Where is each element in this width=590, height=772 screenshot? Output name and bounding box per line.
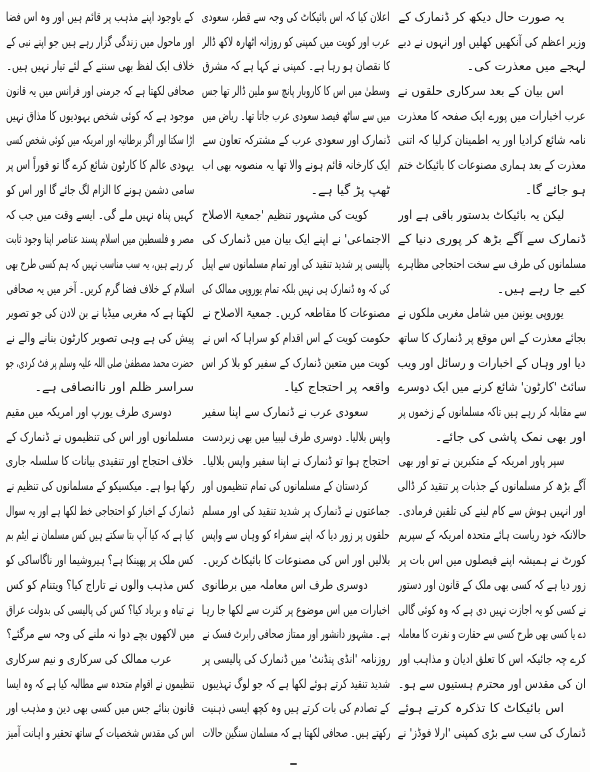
- line-text: ان کی مقدس اور محترم ہستیوں سے ہو۔: [398, 675, 586, 691]
- line-text: کردستان کے مسلمانوں کی تمام تنظیموں اور: [202, 478, 368, 494]
- paragraph: [398, 79, 586, 202]
- line-text: پالیسی پر شدید تنقید کی اور تمام مسلمانوں سے اپیل: [202, 255, 390, 271]
- line-text: عرب اخبارات میں پورے ایک صفحہ کا معذرت: [398, 107, 586, 123]
- line-text: کویت کی مشہور تنظیم 'جمعیۃ الاصلاح: [202, 206, 368, 222]
- text-line: [6, 696, 194, 721]
- text-line: [6, 499, 194, 524]
- text-line: [6, 598, 194, 623]
- line-text: سائٹ 'کارٹون' شائع کرنے میں ایک دوسرے: [398, 379, 586, 395]
- line-text: بلالیں اور اس کی مصنوعات کا بائیکاٹ کریں۔: [202, 552, 390, 568]
- text-line: [6, 622, 194, 647]
- middle-text-column: [202, 5, 390, 755]
- line-text: ہے۔ مشہور دانشور اور ممتاز صحافی رابرٹ فسک نے: [202, 626, 390, 642]
- line-text: اس بیان کے بعد سرکاری حلقوں نے: [398, 83, 564, 99]
- line-text: حکومت کویت کے اس اقدام کو سراہا کہ اس نے: [202, 329, 390, 345]
- line-text: اس کی مقدس شخصیات کے ساتھ تحقیر و اہانت آمیز: [6, 724, 194, 740]
- text-line: [202, 128, 390, 153]
- line-text: کرے چہ جائیکہ اس کا تعلق ادیان و مذاہب اور: [398, 650, 586, 666]
- line-text: کے باوجود اپنے مذہب پر قائم ہیں اور وہ اس فضا: [6, 9, 194, 24]
- line-text: کیے جا رہے ہیں۔: [496, 280, 586, 296]
- paragraph: [202, 400, 390, 474]
- line-text: لکھتا ہے کہ مغربی میڈیا نے بن لادن کی جو تصویر: [6, 305, 194, 321]
- text-line: [398, 400, 586, 425]
- line-text: حالانکہ خود ریاست ہائے متحدہ امریکہ کے سپریم: [398, 527, 586, 543]
- text-line: [202, 375, 390, 400]
- text-line: [6, 30, 194, 55]
- text-line: [6, 203, 194, 228]
- text-line: [202, 252, 390, 277]
- line-text: یہ صورت حال دیکھ کر ڈنمارک کے: [398, 9, 564, 24]
- line-text: صحافی لکھتا ہے کہ جرمنی اور فرانس میں یہ قانون: [6, 83, 194, 99]
- paragraph: [202, 5, 390, 203]
- line-text: موجود ہے کہ کوئی شخص یہودیوں کا مذاق نہیں: [6, 107, 194, 123]
- line-text: تنظیموں نے اقوام متحدہ سے مطالبہ کیا ہے کہ وہ ایسا: [6, 675, 194, 691]
- line-text: کویت میں متعین ڈنمارک کے سفیر کو بلا کر اس: [202, 354, 390, 370]
- line-text: بجائے معذرت کے اس موقع پر ڈنمارک کا ساتھ: [398, 329, 586, 345]
- line-text: اور انہیں ہوش سے کام لینے کی تلقین فرمادی۔: [398, 502, 586, 518]
- text-line: [398, 375, 586, 400]
- line-text: مصر و فلسطین میں اسلام پسند عناصر اپنا وجود ثابت: [6, 231, 194, 247]
- text-line: [6, 449, 194, 474]
- right-text-column: [398, 5, 586, 755]
- text-line: [6, 573, 194, 598]
- line-text: حضرت محمد مصطفیٰ صلی اللہ علیہ وسلم پر فٹ کردی، جو: [6, 354, 194, 370]
- line-text: دے یا کسی بھی طرح کسی سے حقارت و نفرت کا معاملہ: [398, 626, 586, 642]
- text-line: [6, 104, 194, 129]
- text-line: [202, 400, 390, 425]
- line-text: ٹھپ پڑ گیا ہے۔: [310, 181, 390, 197]
- line-text: اخبارات میں اس موضوع پر کثرت سے لکھا جا رہا: [202, 601, 390, 617]
- line-text: دیا اور وہاں کے اخبارات و رسائل اور ویب: [398, 354, 586, 370]
- text-line: [398, 30, 586, 55]
- line-text: اعلان کیا کہ اس بائیکاٹ کی وجہ سے قطر، سعودی: [202, 9, 390, 24]
- line-text: شدید تنقید کرتے ہوئے لکھا ہے کہ جو لوگ تہذیبوں: [202, 675, 390, 691]
- line-text: اس بائیکاٹ کا تذکرہ کرتے ہوئے: [398, 700, 564, 716]
- line-text: آگے بڑھ کر مسلمانوں کے جذبات پر تنقید کر ڈالی: [398, 478, 586, 494]
- line-text: ہو جائے گا۔: [524, 181, 586, 197]
- text-line: [202, 277, 390, 302]
- line-text: مسلمانوں اور اس کی تنظیموں نے ڈنمارک کے: [6, 428, 194, 444]
- text-line: [6, 128, 194, 153]
- text-line: [6, 79, 194, 104]
- text-line: [202, 523, 390, 548]
- paragraph: [6, 400, 194, 647]
- line-text: یوروپی یونین میں شامل مغربی ملکوں نے: [398, 305, 564, 321]
- text-line: [6, 178, 194, 203]
- text-line: [6, 721, 194, 746]
- text-line: [398, 721, 586, 746]
- line-text: احتجاج ہوا تو ڈنمارک نے اپنا سفیر واپس بلالیا۔: [202, 453, 390, 469]
- text-line: [398, 647, 586, 672]
- text-line: [202, 548, 390, 573]
- line-text: دوسری طرف یورپ اور امریکہ میں مقیم: [6, 404, 172, 419]
- line-text: خلاف احتجاج اور تنقیدی بیانات کا سلسلہ جاری: [6, 453, 194, 469]
- text-line: [202, 449, 390, 474]
- line-text: کہیں پناہ نہیں ملے گی۔ ایسے وقت میں جب کہ: [6, 206, 194, 222]
- text-line: [6, 5, 194, 30]
- paragraph: [398, 203, 586, 302]
- line-text: سعودی عرب نے ڈنمارک سے اپنا سفیر: [202, 404, 368, 419]
- line-text: عرب اور کویت میں کمپنی کو روزانہ اٹھارہ لاکھ ڈالر: [202, 33, 390, 49]
- text-line: [398, 548, 586, 573]
- text-line: [6, 227, 194, 252]
- line-text: سراسر ظلم اور ناانصافی ہے۔: [34, 379, 194, 395]
- line-text: مسلمانوں کی طرف سے سخت احتجاجی مظاہرے: [398, 255, 586, 271]
- text-line: [202, 351, 390, 376]
- text-line: [202, 499, 390, 524]
- text-line: [398, 449, 586, 474]
- line-text: عرب ممالک کی سرکاری و نیم سرکاری: [6, 650, 172, 666]
- text-line: [398, 523, 586, 548]
- text-line: [6, 153, 194, 178]
- line-text: رکھا ہوا ہے۔ میکسیکو کے مسلمانوں کی تنظیم نے: [6, 478, 194, 494]
- text-line: [6, 54, 194, 79]
- text-line: [398, 128, 586, 153]
- line-text: اڑا سکتا اور اگر برطانیہ اور امریکہ میں کوئی شخص کسی: [6, 132, 194, 148]
- paragraph: [398, 5, 586, 79]
- text-line: [202, 203, 390, 228]
- text-line: [6, 301, 194, 326]
- text-line: [6, 647, 194, 672]
- line-text: جماعتوں نے ڈنمارک پر شدید تنقید کی اور مسلم: [202, 502, 390, 518]
- line-text: اور بھی نمک پاشی کی جائے۔: [434, 428, 586, 444]
- line-text: کے تصادم کی بات کرتے ہیں وہ کچھ ایسی ذہنیت: [202, 700, 390, 716]
- line-text: ڈنمارک سے آگے بڑھ کر پوری دنیا کے: [398, 231, 586, 247]
- text-line: [398, 474, 586, 499]
- line-text: ایک کارخانہ قائم ہونے والا تھا یہ منصوبہ بھی اب: [202, 157, 390, 173]
- text-line: [398, 326, 586, 351]
- line-text: اسلام کے خلاف فضا گرم کریں۔ آخر میں یہ صحافی: [6, 280, 194, 296]
- line-text: لیکن یہ بائیکاٹ بدستور باقی ہے اور: [398, 206, 564, 222]
- line-text: معذرت کے بعد ہماری مصنوعات کا بائیکاٹ ختم: [398, 157, 586, 173]
- paragraph: [202, 573, 390, 746]
- line-text: سے مقابلہ کر رہے ہیں تاکہ مسلمانوں کے زخموں پر: [398, 404, 586, 419]
- text-line: [398, 79, 586, 104]
- text-line: [398, 227, 586, 252]
- line-text: ڈنمارک کے اخبار کو احتجاجی خط لکھا ہے اور یہ سوال: [6, 502, 194, 518]
- text-line: [202, 30, 390, 55]
- paragraph: [398, 301, 586, 449]
- text-line: [202, 425, 390, 450]
- paragraph: [202, 203, 390, 401]
- line-text: سپر پاور امریکہ کے متکبرین نے تو اور بھی: [398, 453, 564, 469]
- text-line: [398, 203, 586, 228]
- text-line: [202, 54, 390, 79]
- line-text: کیا ہے کہ کیا آپ بتا سکتے ہیں کس مسلمان نے ایٹم بم: [6, 527, 194, 543]
- text-line: [6, 277, 194, 302]
- text-line: [202, 104, 390, 129]
- text-line: [6, 351, 194, 376]
- text-line: [6, 672, 194, 697]
- text-line: [202, 598, 390, 623]
- text-line: [202, 178, 390, 203]
- text-line: [6, 474, 194, 499]
- line-text: نے تباہ و برباد کیا؟ کس کی پالیسی کی بدولت عراق: [6, 601, 194, 617]
- text-line: [398, 499, 586, 524]
- line-text: زور دیا ہے کہ کسی بھی ملک کے قانون اور دستور: [398, 576, 586, 592]
- text-line: [6, 252, 194, 277]
- text-line: [398, 178, 586, 203]
- line-text: مصنوعات کا مقاطعہ کریں۔ جمعیۃ الاصلاح نے: [202, 305, 390, 321]
- text-line: [398, 425, 586, 450]
- paragraph: [202, 474, 390, 573]
- text-line: [202, 5, 390, 30]
- line-text: الاجتماعی' نے اپنے ایک بیان میں ڈنمارک کی: [202, 231, 390, 247]
- paragraph: [398, 449, 586, 696]
- line-text: لہجے میں معذرت کی۔: [466, 58, 586, 74]
- text-line: [398, 573, 586, 598]
- text-line: [6, 425, 194, 450]
- line-text: کس مذہب والوں نے تاراج کیا؟ ویتنام کو کس: [6, 576, 194, 592]
- text-line: [202, 573, 390, 598]
- text-line: [202, 672, 390, 697]
- line-text: نامہ شائع کرادیا اور یہ اطمینان کرلیا کہ اتنی: [398, 132, 586, 148]
- text-line: [202, 79, 390, 104]
- line-text: کس ملک پر پھینکا ہے؟ ہیروشیما اور ناگاساکی کو: [6, 552, 194, 568]
- text-line: [202, 474, 390, 499]
- text-line: [202, 622, 390, 647]
- text-line: [202, 301, 390, 326]
- text-line: [398, 252, 586, 277]
- line-text: ڈنمارک کی سب سے بڑی کمپنی 'ارلا فوڈز' نے: [398, 724, 586, 740]
- text-line: [398, 598, 586, 623]
- text-line: [6, 375, 194, 400]
- text-line: [398, 696, 586, 721]
- text-line: [202, 326, 390, 351]
- line-text: واپس بلالیا۔ دوسری طرف لیبیا میں بھی زبردست: [202, 428, 390, 444]
- paragraph: [6, 5, 194, 400]
- text-line: [202, 153, 390, 178]
- text-line: [6, 326, 194, 351]
- line-text: سامی دشمن ہونے کا الزام لگ جائے گا اور اس کو: [6, 181, 194, 197]
- text-line: [202, 721, 390, 746]
- text-line: [398, 672, 586, 697]
- line-text: یہودی عالم کا کارٹون شائع کرے گا تو فوراً اس پر: [6, 157, 194, 173]
- line-text: رکھتے ہیں۔ صحافی لکھتا ہے کہ مسلمان سنگین حالات: [202, 724, 390, 740]
- text-line: [398, 5, 586, 30]
- text-line: [6, 400, 194, 425]
- text-line: [398, 104, 586, 129]
- line-text: میں لاکھوں بچے دوا نہ ملنے کی وجہ سے مرگئے؟: [6, 626, 194, 642]
- line-text: روزنامہ 'انڈی پنڈنٹ' میں ڈنمارک کی پالیسی پر: [202, 650, 390, 666]
- line-text: ڈنمارک اور سعودی عرب کے مشترکہ تعاون سے: [202, 132, 390, 148]
- line-text: وزیر اعظم کی آنکھیں کھلیں اور انہوں نے دبے: [398, 33, 586, 49]
- text-line: [398, 153, 586, 178]
- line-text: حلقوں پر زور دیا کہ اپنے سفراء کو وہاں سے واپس: [202, 527, 390, 543]
- text-line: [398, 54, 586, 79]
- text-line: [202, 647, 390, 672]
- text-line: [6, 548, 194, 573]
- text-line: [6, 523, 194, 548]
- line-text: کا نقصان ہو رہا ہے۔ کمپنی نے کہا ہے کہ مشرق: [202, 58, 390, 74]
- page-mark: [290, 763, 297, 765]
- text-line: [202, 696, 390, 721]
- line-text: نے کسی کو یہ اجازت نہیں دی ہے کہ وہ کوئی گالی: [398, 601, 586, 617]
- line-text: کی کہ وہ ڈنمارک ہی نہیں بلکہ تمام یوروپی ممالک کی: [202, 280, 390, 296]
- line-text: قانون بنائے جس میں کسی بھی دین و مذہب اور: [6, 700, 194, 716]
- line-text: اور ماحول میں زندگی گزار رہے ہیں جو اپنے نبی کے: [6, 33, 194, 49]
- line-text: کر رہے ہیں، یہ سب مناسب نہیں کہ ہم کسی طرح بھی: [6, 255, 194, 271]
- text-line: [398, 351, 586, 376]
- paragraph: [6, 647, 194, 746]
- line-text: وسطیٰ میں اس کا کاروبار پانچ سو ملین ڈالر تھا جس: [202, 83, 390, 99]
- text-line: [398, 301, 586, 326]
- line-text: میں سے ساٹھ فیصد سعودی عرب جاتا تھا۔ ریاض میں: [202, 107, 390, 123]
- line-text: دوسری طرف اس معاملہ میں برطانوی: [202, 576, 368, 592]
- line-text: واقعہ پر احتجاج کیا۔: [283, 379, 390, 395]
- line-text: خلاف ایک لفظ بھی سننے کے لئے تیار نہیں ہیں۔: [6, 58, 194, 74]
- text-line: [398, 277, 586, 302]
- text-line: [202, 227, 390, 252]
- line-text: پیش کی ہے وہی تصویر کارٹون بنانے والے نے: [6, 329, 194, 345]
- left-text-column: [6, 5, 194, 755]
- text-line: [398, 622, 586, 647]
- line-text: کورٹ نے ہمیشہ اپنے فیصلوں میں اس بات پر: [398, 552, 586, 568]
- paragraph: [398, 696, 586, 745]
